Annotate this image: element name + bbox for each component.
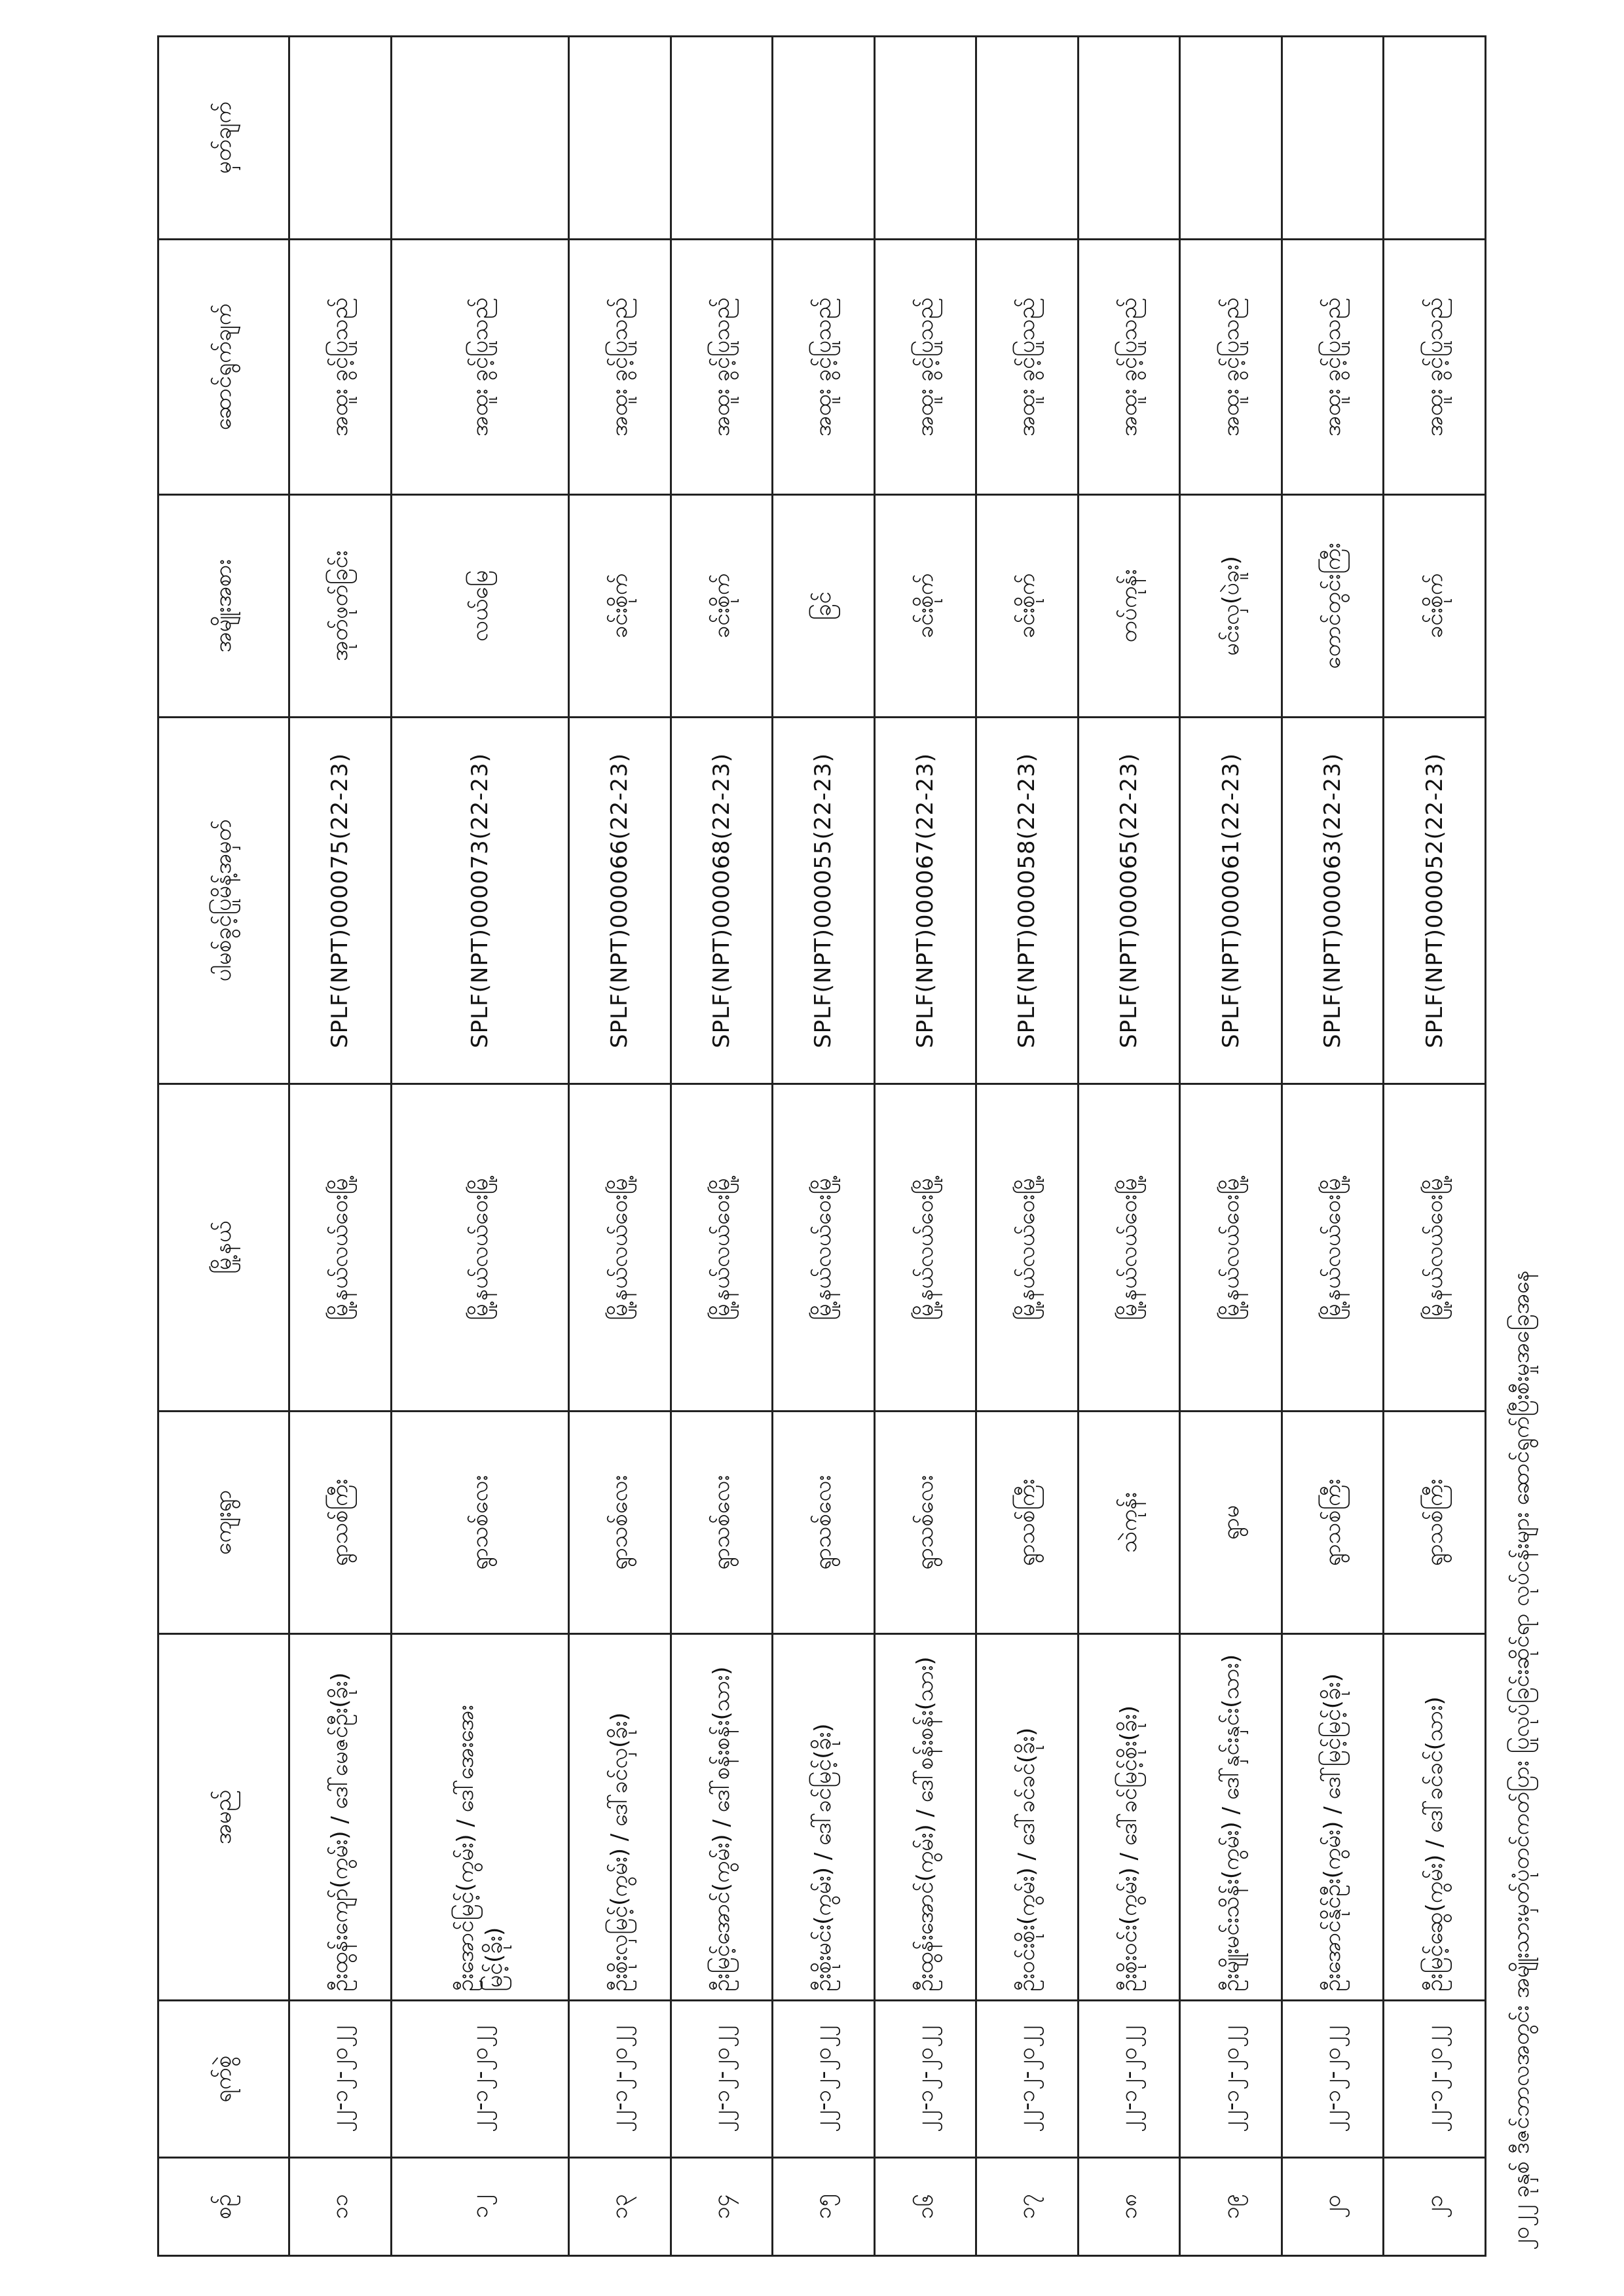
cell-permit: SPLF(NPT)000052(22-23) [1384,718,1486,1084]
cell-date: ၂၂-၁၂-၂၀၂၂ [1078,2001,1180,2158]
cell-date: ၂၂-၁၂-၂၀၂၂ [391,2001,569,2158]
cell-name: ဦးစိုးလှမြင့်(ကွမ်း) / ဒေါ်ခင်လှ(ခိုး) [569,1634,671,2001]
cell-permit: SPLF(NPT)000055(22-23) [773,718,875,1084]
cell-date: ၂၂-၁၂-၂၀၂၂ [1282,2001,1384,2158]
cell-township: မြို့နယ်လယ်ဝေးမြို့ [976,1084,1079,1412]
cell-type: ခင်းစိုက် [569,495,671,718]
cell-name: ဦးမြင့်အောင်(ကွမ်း) / ဒေါ်စန်းစန်း(သား) [671,1634,773,2001]
col-header-permit: ပါမစ်ခွင့်ပြုမိန့်အမှတ် [158,718,289,1084]
cell-type: တောင်တွင်းကြီး [1282,495,1384,718]
cell-note [391,37,569,240]
col-header-note: မှတ်ချက် [158,37,289,240]
cell-township: မြို့နယ်လယ်ဝေးမြို့ [671,1084,773,1412]
cell-village: ရွာသစ်လေး [671,1412,773,1634]
cell-village: ရွာသစ်လေး [391,1412,569,1634]
page-heading: ၂၀၂၂ ခုနှစ် ဒီဇင်ဘာလအတွင်း အမျိုးသားမှတ်ပုံတင်ကတ်ပြား ပြုလုပ်ခြင်းဆိုင်ရာ လုပ်ငန်းများ ဆောင်ရွက်ပြီးစီးမှုအခြေအနေ [1508,1270,1534,2250]
cell-township: မြို့နယ်လယ်ဝေးမြို့ [1384,1084,1486,1412]
cell-no: ၁၆ [874,2158,976,2256]
cell-note [289,37,392,240]
cell-note [976,37,1079,240]
cell-name: ဦးအောင်မြင့်(ကွမ်း) / ဒေါ်အေးအေးမြင့်(ခိုး) [391,1634,569,2001]
cell-note [874,37,976,240]
cell-date: ၂၂-၁၂-၂၀၂၂ [874,2001,976,2158]
table-row [1384,37,1486,2256]
cell-permit: SPLF(NPT)000075(22-23) [289,718,392,1084]
table-row [671,37,773,2256]
col-header-village: ကျေးရွာ [158,1412,289,1634]
table-row [976,37,1079,2256]
cell-township: မြို့နယ်လယ်ဝေးမြို့ [569,1084,671,1412]
cell-type: အုတ်ဖုတ်ခြင်း [289,495,392,718]
col-header-township: မြို့နယ် [158,1084,289,1412]
cell-remark: အထူး ခွင့်ပြုသည် [289,240,392,495]
cell-no: ၂၁ [1384,2158,1486,2256]
cell-no: ၁၃ [569,2158,671,2256]
cell-permit: SPLF(NPT)000068(22-23) [671,718,773,1084]
register-table [157,35,1486,2257]
cell-remark: အထူး ခွင့်ပြုသည် [391,240,569,495]
cell-remark: အထူး ခွင့်ပြုသည် [1180,240,1282,495]
cell-remark: အထူး ခွင့်ပြုသည် [1282,240,1384,495]
cell-name: ဦးဝင်းစိုး(ကွမ်း) / ဒေါ်ခင်ခင်(ခိုး) [976,1634,1079,2001]
cell-name: ဦးစိုးဝင်း(ကွမ်း) / ဒေါ်ခင်မြင့်စိုး(ခိုး) [1078,1634,1180,2001]
cell-remark: အထူး ခွင့်ပြုသည် [671,240,773,495]
table-row [569,37,671,2256]
cell-permit: SPLF(NPT)000058(22-23) [976,718,1079,1084]
cell-type: ခင်းစိုက် [976,495,1079,718]
cell-no: ၁၉ [1180,2158,1282,2256]
cell-township: မြို့နယ်လယ်ဝေးမြို့ [289,1084,392,1412]
col-header-name: အမည် [158,1634,289,2001]
col-header-type: အမျိုးအစား [158,495,289,718]
cell-note [773,37,875,240]
cell-village: ရွာမ [1180,1412,1282,1634]
register-body [289,37,1486,2256]
cell-name: ဦးထွန်းအောင်(ကွမ်း) / ဒေါ်စန်းစန်း(သား) [874,1634,976,2001]
header-row [158,37,289,2256]
table-row [1180,37,1282,2256]
cell-permit: SPLF(NPT)000073(22-23) [391,718,569,1084]
cell-permit: SPLF(NPT)000066(22-23) [569,718,671,1084]
cell-remark: အထူး ခွင့်ပြုသည် [1384,240,1486,495]
cell-note [671,37,773,240]
cell-village: ရွာသစ်လေး [874,1412,976,1634]
cell-village: ရွာသစ်ကြီး [976,1412,1079,1634]
cell-date: ၂၂-၁၂-၂၀၂၂ [1384,2001,1486,2158]
cell-no: ၁၂ [391,2158,569,2256]
cell-type: လယ်မြေ [391,495,569,718]
col-header-no: စဉ် [158,2158,289,2256]
cell-note [1282,37,1384,240]
cell-township: မြို့နယ်လယ်ဝေးမြို့ [391,1084,569,1412]
cell-no: ၁၅ [773,2158,875,2256]
cell-name: ဦးထွန်းကျော်(ကွမ်း) / ဒေါ်မေဇင်ဦး(ခိုး) [289,1634,392,2001]
cell-name: ဦးအောင်နိုင်ဦး(ကွမ်း) / ဒေါ်မြင့်မြင့်(ခိုး) [1282,1634,1384,2001]
cell-type: မင်းလှ(ပဲခူး) [1180,495,1282,718]
table-row [289,37,392,2256]
cell-date: ၂၂-၁၂-၂၀၂၂ [1180,2001,1282,2158]
cell-township: မြို့နယ်လယ်ဝေးမြို့ [1180,1084,1282,1412]
cell-permit: SPLF(NPT)000063(22-23) [1282,718,1384,1084]
cell-village: ရွာသစ်ကြီး [1282,1412,1384,1634]
cell-type: ခြင် [773,495,875,718]
cell-type: ခင်းစိုက် [874,495,976,718]
cell-name: ဦးမြင့်ဆွေ(ကွမ်း) / ဒေါ်ခင်ခင်(သား) [1384,1634,1486,2001]
cell-remark: အထူး ခွင့်ပြုသည် [874,240,976,495]
cell-date: ၂၂-၁၂-၂၀၂၂ [569,2001,671,2158]
cell-village: ရွာသစ်ကြီး [289,1412,392,1634]
cell-township: မြို့နယ်လယ်ဝေးမြို့ [1282,1084,1384,1412]
cell-township: မြို့နယ်လယ်ဝေးမြို့ [874,1084,976,1412]
cell-date: ၂၂-၁၂-၂၀၂၂ [773,2001,875,2158]
cell-remark: အထူး ခွင့်ပြုသည် [976,240,1079,495]
cell-note [569,37,671,240]
cell-village: ရွာသစ်လေး [569,1412,671,1634]
cell-village: သဲကုန်း [1078,1412,1180,1634]
table-row [874,37,976,2256]
cell-remark: အထူး ခွင့်ပြုသည် [569,240,671,495]
cell-type: ခင်းစိုက် [671,495,773,718]
cell-no: ၁၁ [289,2158,392,2256]
cell-remark: အထူး ခွင့်ပြုသည် [773,240,875,495]
cell-no: ၁၇ [976,2158,1079,2256]
col-header-date: ရက်စွဲ [158,2001,289,2158]
cell-note [1384,37,1486,240]
cell-date: ၂၂-၁၂-၂၀၂၂ [976,2001,1079,2158]
cell-name: ဦးစိုးမင်း(ကွမ်း) / ဒေါ်ခင်မြင့်(ခိုး) [773,1634,875,2001]
cell-type: တပ်ကုန်း [1078,495,1180,718]
cell-type: ခင်းစိုက် [1384,495,1486,718]
cell-remark: အထူး ခွင့်ပြုသည် [1078,240,1180,495]
cell-date: ၂၂-၁၂-၂၀၂၂ [289,2001,392,2158]
col-header-remark: ဆောင်ရွက်ချက် [158,240,289,495]
table-row [1078,37,1180,2256]
cell-township: မြို့နယ်လယ်ဝေးမြို့ [1078,1084,1180,1412]
table-row [773,37,875,2256]
cell-no: ၂၀ [1282,2158,1384,2256]
cell-no: ၁၄ [671,2158,773,2256]
cell-permit: SPLF(NPT)000067(22-23) [874,718,976,1084]
cell-name: ဦးမျိုးမင်းသိန်း(ကွမ်း) / ဒေါ်နှင်းနှင်း(သား) [1180,1634,1282,2001]
table-row [1282,37,1384,2256]
cell-no: ၁၈ [1078,2158,1180,2256]
cell-note [1078,37,1180,240]
cell-note [1180,37,1282,240]
cell-date: ၂၂-၁၂-၂၀၂၂ [671,2001,773,2158]
cell-village: ရွာသစ်လေး [773,1412,875,1634]
cell-permit: SPLF(NPT)000065(22-23) [1078,718,1180,1084]
table-row [391,37,569,2256]
cell-township: မြို့နယ်လယ်ဝေးမြို့ [773,1084,875,1412]
cell-permit: SPLF(NPT)000061(22-23) [1180,718,1282,1084]
cell-village: ရွာသစ်ကြီး [1384,1412,1486,1634]
